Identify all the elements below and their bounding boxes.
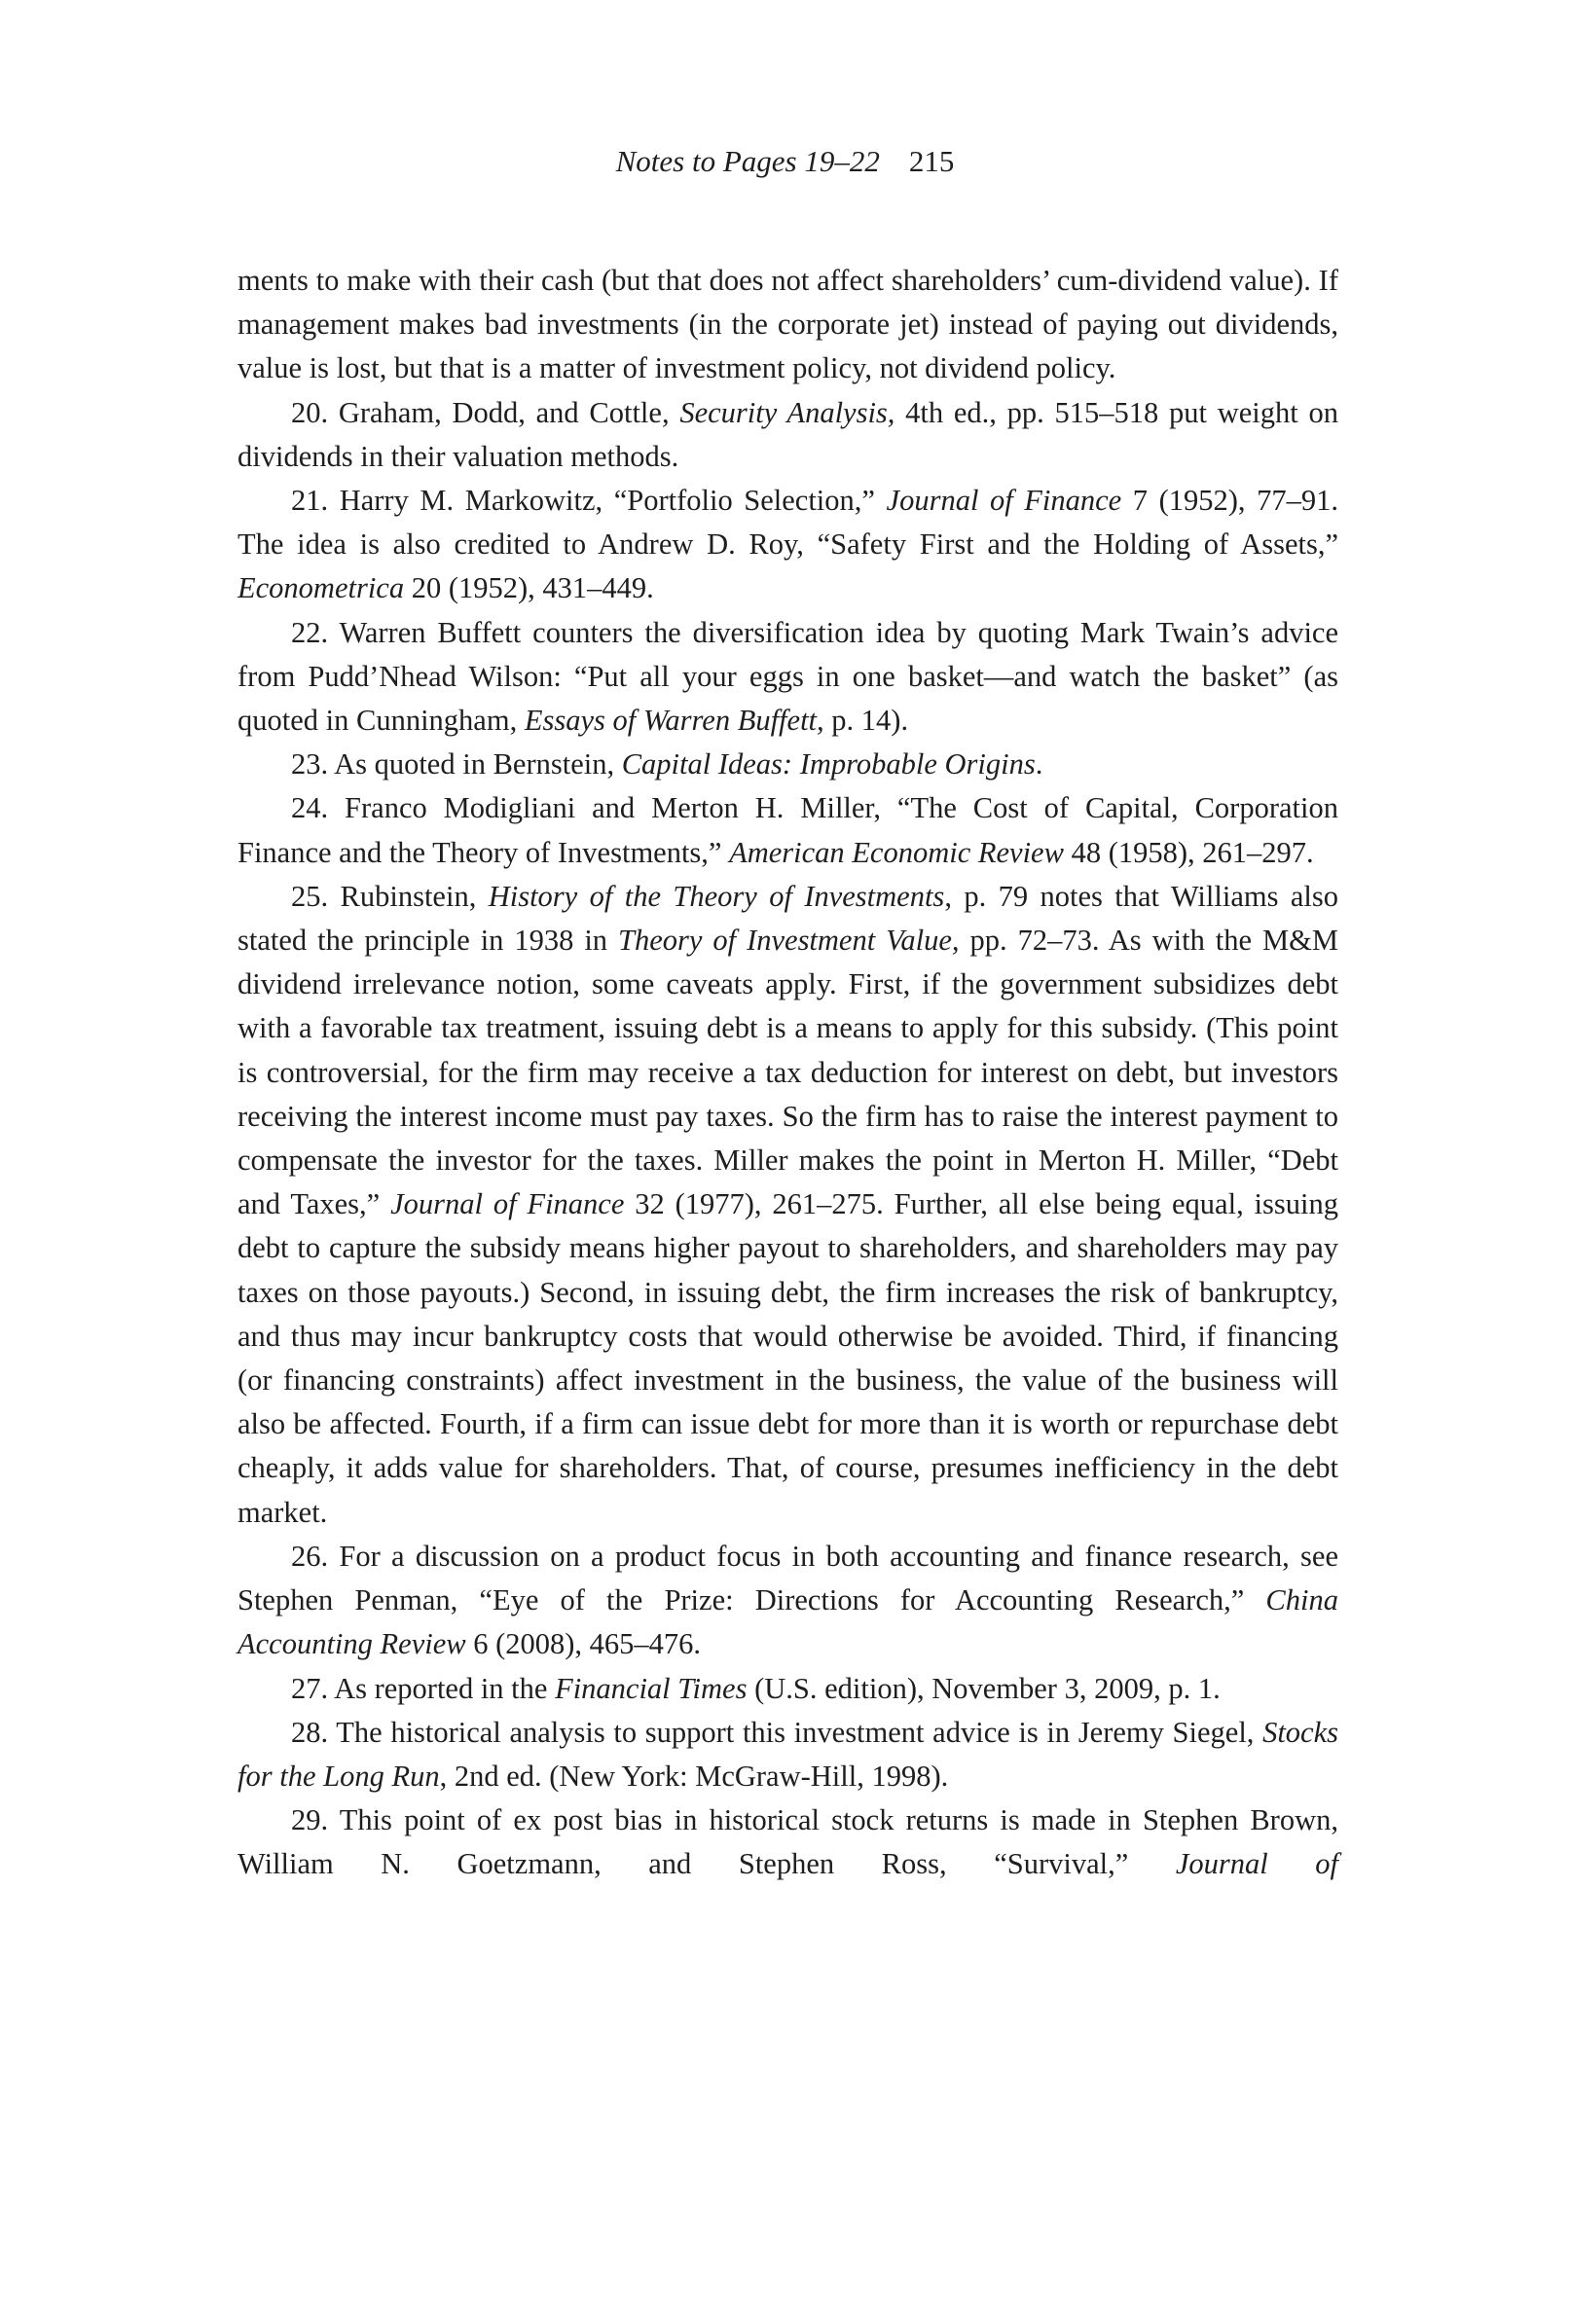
- note-text: For a discussion on a product focus in both accounting and finance research, see Stephen Penman, “Eye of the Prize: Directions for Accounting Research,”: [237, 1539, 1338, 1617]
- note-number: 25.: [291, 879, 329, 913]
- note-text: 32 (1977), 261–275. Further, all else being equal, issuing debt to capture the subsidy means higher payout to shareholders, and shareholders may pay taxes on those payouts.) Second, in issuing debt, the firm increases the risk of bankruptcy, and thus may incur bankruptcy costs that would otherwise be avoided. Third, if financing (or financing constraints) affect investment in the business, the value of the business will also be affected. Fourth, if a firm can issue debt for more than it is worth or repurchase debt cheaply, it adds value for shareholders. That, of course, presumes inefficiency in the debt market.: [237, 1187, 1338, 1529]
- note-title-italic: China Accounting Review: [237, 1583, 1338, 1661]
- note-text: Warren Buffett counters the diversification idea by quoting Mark Twain’s advice from Pudd’Nhead Wilson: “Put all your eggs in one basket—and watch the basket” (as quoted in Cunningham,: [237, 615, 1338, 738]
- note-number: 22.: [291, 615, 329, 649]
- note-27: [237, 1667, 1338, 1711]
- note-26: [237, 1535, 1338, 1667]
- note-text: This point of ex post bias in historical stock returns is made in Stephen Brown, William N. Goetzmann, and Stephen Ross, “Survival,”: [237, 1803, 1338, 1881]
- running-head: [0, 142, 1570, 181]
- note-text: Harry M. Markowitz, “Portfolio Selection,”: [328, 484, 887, 518]
- note-text: 7 (1952), 77–91. The idea is also credited to Andrew D. Roy, “Safety First and the Holding of Assets,”: [237, 484, 1338, 562]
- note-text: As reported in the: [328, 1671, 556, 1705]
- note-text: .: [1035, 747, 1043, 781]
- note-text: 4th ed., pp. 515–518 put weight on dividends in their valuation methods.: [237, 395, 1338, 473]
- note-text: 6 (2008), 465–476.: [465, 1627, 702, 1661]
- note-title-italic: Essays of Warren Buffett,: [524, 704, 824, 738]
- note-number: 28.: [291, 1715, 329, 1749]
- note-number: 27.: [291, 1671, 329, 1705]
- note-text: p. 14).: [823, 704, 909, 738]
- note-21: [237, 479, 1338, 611]
- note-number: 29.: [291, 1803, 329, 1837]
- note-number: 23.: [291, 747, 329, 781]
- note-title-italic: Stocks for the Long Run: [237, 1715, 1338, 1793]
- note-text: As quoted in Bernstein,: [328, 747, 622, 781]
- note-20: [237, 391, 1338, 479]
- note-title-italic: Capital Ideas: Improbable Origins: [621, 747, 1036, 781]
- endnotes-list: [237, 259, 1338, 1887]
- note-title-italic: Journal of Finance: [390, 1187, 625, 1221]
- note-title-italic: History of the Theory of Investments: [488, 879, 945, 913]
- note-number: 26.: [291, 1539, 329, 1573]
- note-text: ments to make with their cash (but that does not affect shareholders’ cum-dividend value). If management makes bad investments (in the corporate jet) instead of paying out dividends, value is lost, but that is a matter of investment policy, not dividend policy.: [237, 264, 1338, 385]
- note-text: 20 (1952), 431–449.: [404, 571, 654, 605]
- note-title-italic: Security Analysis,: [679, 395, 895, 429]
- note-text: 48 (1958), 261–297.: [1063, 835, 1314, 869]
- note-title-italic: Journal of Finance: [886, 484, 1122, 518]
- note-text: Rubinstein,: [328, 879, 489, 913]
- note-23: [237, 743, 1338, 786]
- note-text: Graham, Dodd, and Cottle,: [328, 395, 680, 429]
- running-head-title: Notes to Pages 19–22: [615, 144, 880, 178]
- note-text: pp. 72–73. As with the M&M dividend irrelevance notion, some caveats apply. First, if the government subsidizes debt with a favorable tax treatment, issuing debt is a means to apply for this subsidy. (This point is controversial, for the firm may receive a tax deduction for interest on debt, but investors receiving the interest income must pay taxes. So the firm has to raise the interest payment to compensate the investor for the taxes. Miller makes the point in Merton H. Miller, “Debt and Taxes,”: [237, 924, 1338, 1221]
- note-title-italic: Financial Times: [555, 1671, 748, 1705]
- note-28: [237, 1711, 1338, 1798]
- page-number: 215: [908, 144, 955, 178]
- note-title-italic: Econometrica: [237, 571, 405, 605]
- note-text: , p. 79 notes that Williams also stated the principle in 1938 in: [237, 879, 1338, 958]
- note-text: , 2nd ed. (New York: McGraw-Hill, 1998).: [439, 1759, 949, 1793]
- note-text: Franco Modigliani and Merton H. Miller, “The Cost of Capital, Corporation Finance and the Theory of Investments,”: [237, 791, 1338, 869]
- note-number: 24.: [291, 791, 329, 825]
- note-24: [237, 786, 1338, 874]
- note-number: 20.: [291, 395, 329, 429]
- note-title-italic: American Economic Review: [729, 835, 1064, 869]
- note-title-italic: Theory of Investment Value,: [618, 924, 960, 958]
- note-title-italic: Journal of: [1175, 1847, 1338, 1881]
- note-29: [237, 1798, 1338, 1886]
- note-text: The historical analysis to support this investment advice is in Jeremy Siegel,: [328, 1715, 1263, 1749]
- note-text: (U.S. edition), November 3, 2009, p. 1.: [747, 1671, 1221, 1705]
- note-continuation: [237, 259, 1338, 391]
- note-number: 21.: [291, 484, 329, 518]
- note-22: [237, 611, 1338, 744]
- note-25: [237, 875, 1338, 1535]
